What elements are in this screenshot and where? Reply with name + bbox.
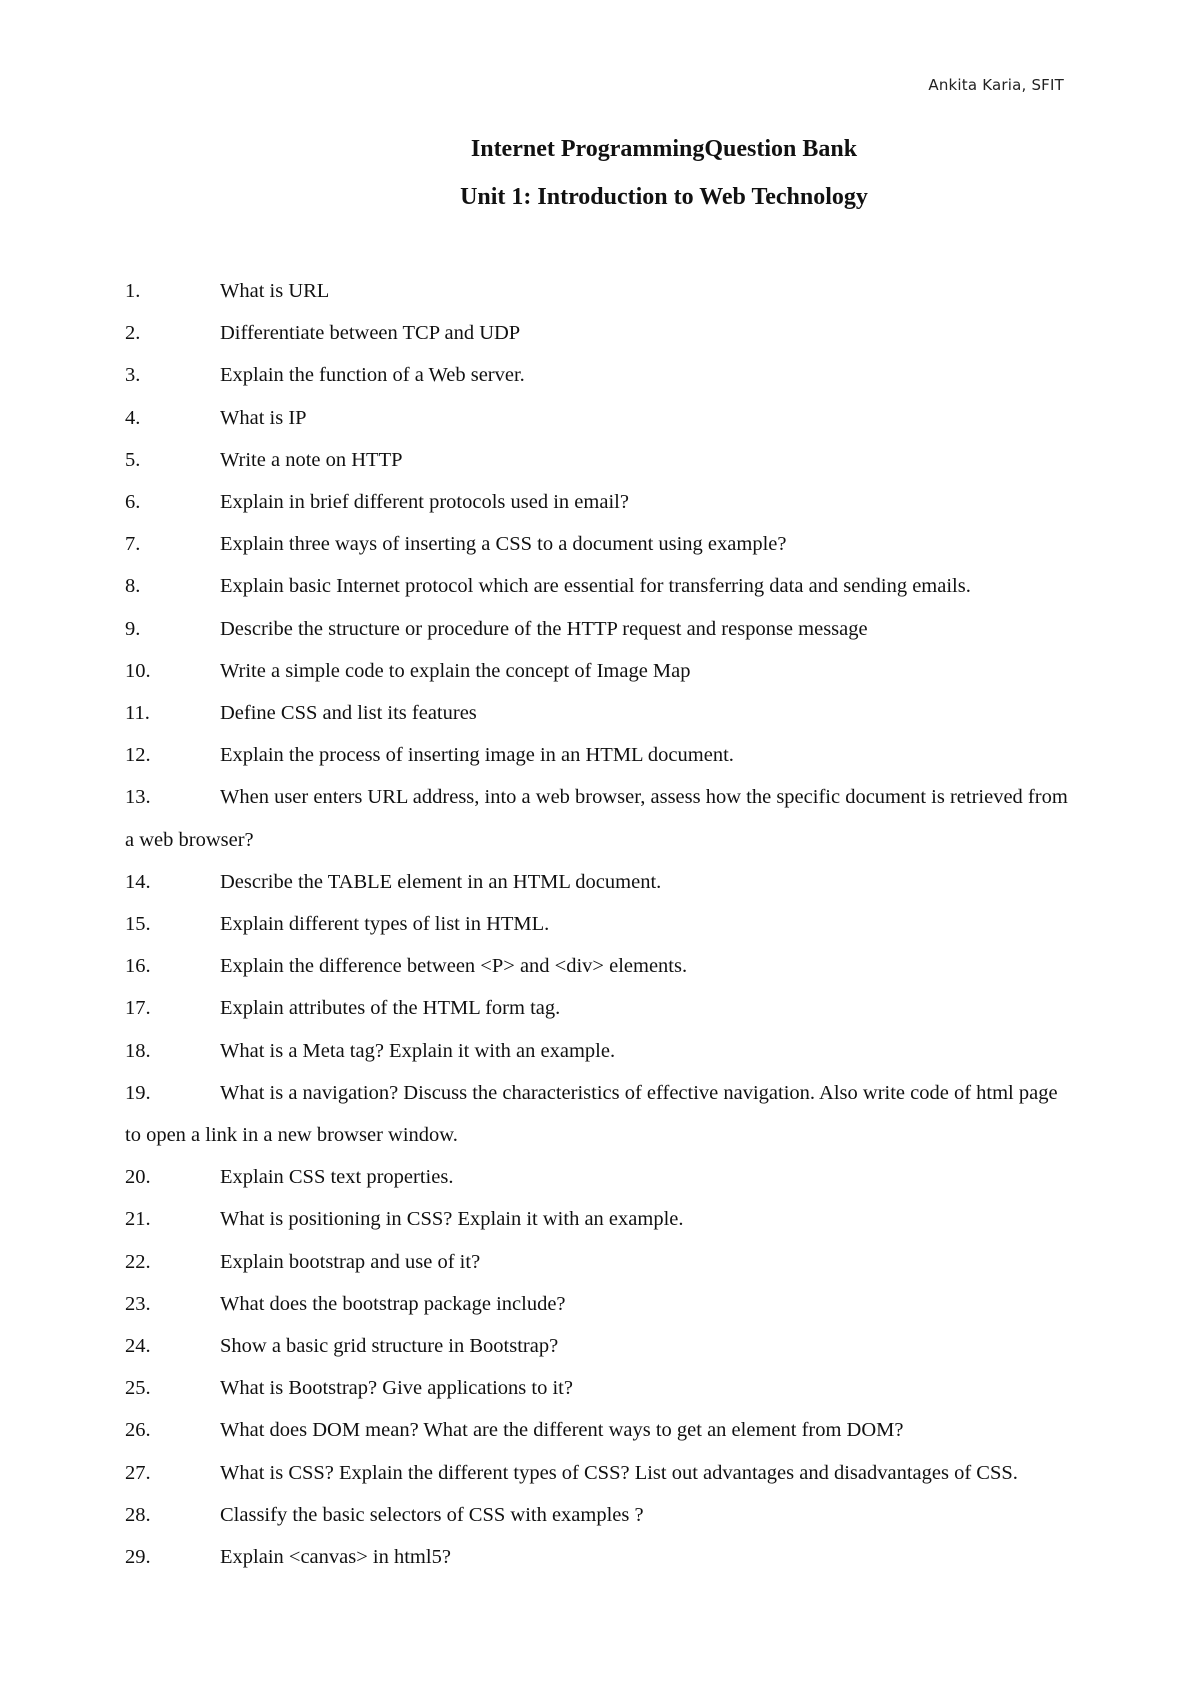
question-text: What is a navigation? Discuss the characteristics of effective navigation. Also write code of html page to open a link in a new browser window. <box>125 1081 1058 1147</box>
question-text: Explain the process of inserting image in an HTML document. <box>220 744 734 767</box>
question-text: Explain basic Internet protocol which are essential for transferring data and sending emails. <box>220 575 971 598</box>
question-number: 3. <box>125 364 141 387</box>
question-text: What does the bootstrap package include? <box>220 1292 566 1315</box>
question-text: Explain CSS text properties. <box>220 1166 454 1189</box>
question-text: Explain three ways of inserting a CSS to a document using example? <box>220 533 787 556</box>
question-text: Explain the function of a Web server. <box>220 364 525 387</box>
question-number: 29. <box>125 1546 151 1569</box>
question-text: What is positioning in CSS? Explain it with an example. <box>220 1208 684 1231</box>
question-item <box>125 354 1070 396</box>
question-item <box>125 776 1070 860</box>
question-number: 14. <box>125 870 151 893</box>
question-item <box>125 565 1070 607</box>
question-number: 22. <box>125 1250 151 1273</box>
question-text: Show a basic grid structure in Bootstrap? <box>220 1335 559 1358</box>
question-text: What is CSS? Explain the different types of CSS? List out advantages and disadvantages of CSS. <box>220 1461 1018 1484</box>
question-item <box>125 987 1070 1029</box>
question-number: 19. <box>125 1081 151 1104</box>
question-text: What does DOM mean? What are the different ways to get an element from DOM? <box>220 1419 904 1442</box>
document-title: Internet ProgrammingQuestion Bank <box>470 136 858 162</box>
question-item <box>125 523 1070 565</box>
question-item <box>125 439 1070 481</box>
question-number: 5. <box>125 448 141 471</box>
question-number: 24. <box>125 1335 151 1358</box>
question-text: What is Bootstrap? Give applications to it? <box>220 1377 573 1400</box>
question-item <box>125 608 1070 650</box>
question-item <box>125 481 1070 523</box>
question-text: Explain <canvas> in html5? <box>220 1546 451 1569</box>
question-item <box>125 1198 1070 1240</box>
question-number: 27. <box>125 1461 151 1484</box>
question-number: 23. <box>125 1292 151 1315</box>
question-text: Explain the difference between <P> and <div> elements. <box>220 955 688 978</box>
question-text: Differentiate between TCP and UDP <box>220 322 521 345</box>
question-number: 12. <box>125 744 151 767</box>
question-text: Define CSS and list its features <box>220 702 477 725</box>
question-item <box>125 1241 1070 1283</box>
question-text: What is URL <box>220 280 330 302</box>
question-text: Describe the structure or procedure of the HTTP request and response message <box>220 617 868 640</box>
question-text: What is IP <box>220 406 307 429</box>
question-text: Write a note on HTTP <box>220 448 403 471</box>
question-number: 1. <box>125 280 141 302</box>
question-text: Explain different types of list in HTML. <box>220 913 550 936</box>
question-text: Explain attributes of the HTML form tag. <box>220 997 561 1020</box>
question-item <box>125 692 1070 734</box>
question-item <box>125 945 1070 987</box>
question-item <box>125 1536 1070 1578</box>
question-item <box>125 1409 1070 1451</box>
question-text: What is a Meta tag? Explain it with an example. <box>220 1039 616 1062</box>
question-item <box>125 397 1070 439</box>
question-item <box>125 1452 1070 1494</box>
question-item <box>125 1156 1070 1198</box>
question-number: 9. <box>125 617 141 640</box>
question-item <box>125 1367 1070 1409</box>
question-number: 20. <box>125 1166 151 1189</box>
question-number: 10. <box>125 659 151 682</box>
question-item <box>125 270 1070 312</box>
question-item <box>125 1072 1070 1156</box>
question-number: 2. <box>125 322 141 345</box>
question-number: 18. <box>125 1039 151 1062</box>
question-text: Write a simple code to explain the concept of Image Map <box>220 659 691 682</box>
question-number: 16. <box>125 955 151 978</box>
question-number: 11. <box>125 702 150 725</box>
question-item <box>125 734 1070 776</box>
question-number: 25. <box>125 1377 151 1400</box>
question-number: 28. <box>125 1503 151 1526</box>
question-text: Explain bootstrap and use of it? <box>220 1250 481 1273</box>
question-item <box>125 903 1070 945</box>
question-item <box>125 861 1070 903</box>
question-text: Classify the basic selectors of CSS with examples ? <box>220 1503 644 1526</box>
question-number: 13. <box>125 786 151 809</box>
question-item <box>125 1283 1070 1325</box>
question-text: Explain in brief different protocols used in email? <box>220 491 629 514</box>
question-number: 17. <box>125 997 151 1020</box>
question-number: 4. <box>125 406 141 429</box>
question-number: 15. <box>125 913 151 936</box>
question-item <box>125 1030 1070 1072</box>
question-number: 7. <box>125 533 141 556</box>
question-list <box>125 270 1070 1578</box>
question-text: Describe the TABLE element in an HTML document. <box>220 870 662 893</box>
question-text: When user enters URL address, into a web browser, assess how the specific document is retrieved from a web browser? <box>125 786 1068 851</box>
question-number: 6. <box>125 491 141 514</box>
question-number: 26. <box>125 1419 151 1442</box>
question-item <box>125 312 1070 354</box>
question-number: 8. <box>125 575 141 598</box>
question-item <box>125 650 1070 692</box>
question-item <box>125 1494 1070 1536</box>
document-subtitle: Unit 1: Introduction to Web Technology <box>460 184 868 210</box>
question-item <box>125 1325 1070 1367</box>
author-header: Ankita Karia, SFIT <box>928 76 1064 94</box>
question-number: 21. <box>125 1208 151 1231</box>
